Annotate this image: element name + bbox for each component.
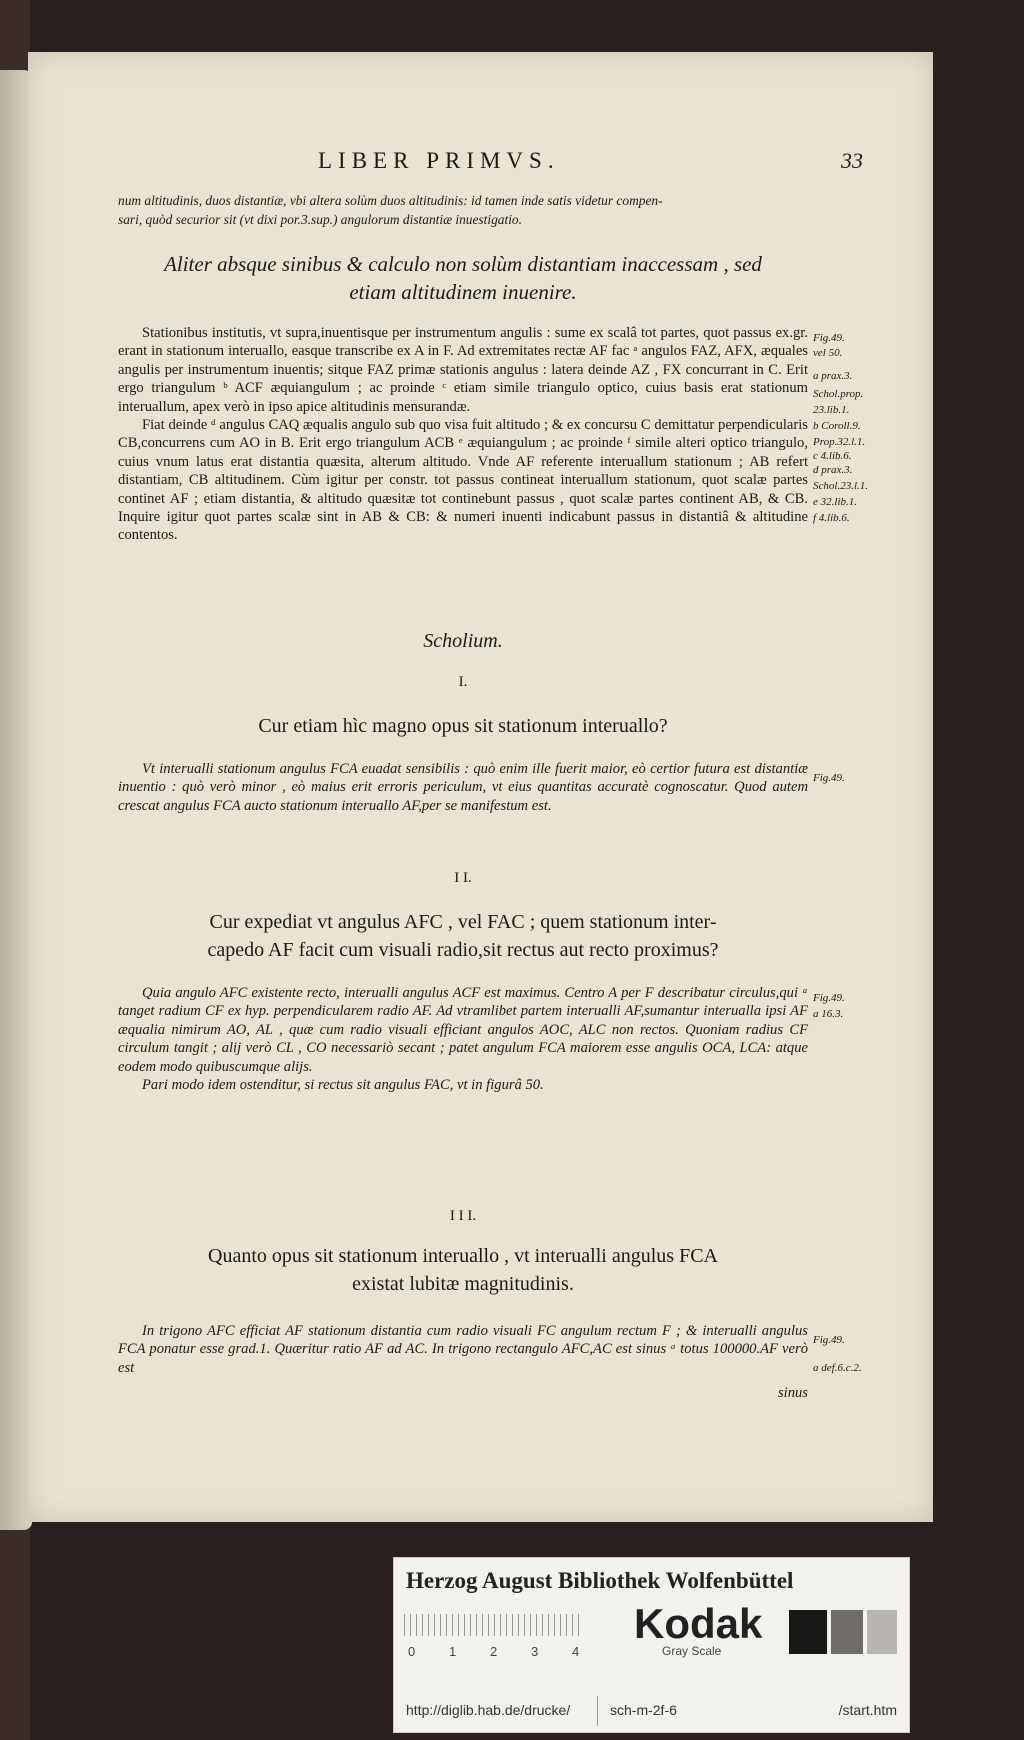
intro-line: num altitudinis, duos distantiæ, vbi altera solùm duos altitudinis: id tamen inde satis videtur compen-: [118, 193, 663, 208]
margin-note: Fig.49.: [813, 992, 845, 1004]
margin-note: c 4.lib.6.: [813, 450, 852, 462]
question-heading-line: existat lubitæ magnitudinis.: [352, 1273, 574, 1295]
ruler-number: 4: [572, 1644, 580, 1659]
ruler-number: 0: [408, 1644, 416, 1659]
ruler-number: 2: [490, 1644, 498, 1659]
margin-note: a def.6.c.2.: [813, 1362, 862, 1374]
body-paragraphs: [118, 324, 808, 545]
margin-note: Fig.49.: [813, 332, 845, 344]
section-heading-line: etiam altitudinem inuenire.: [349, 280, 577, 304]
section-heading-line: Aliter absque sinibus & calculo non solùm distantiam inaccessam , sed: [164, 252, 762, 276]
question-numeral: I I I.: [449, 1208, 477, 1224]
margin-note: a 16.3.: [813, 1008, 844, 1020]
margin-note: e 32.lib.1.: [813, 496, 857, 508]
library-name: Herzog August Bibliothek Wolfenbüttel: [406, 1568, 794, 1593]
question-numeral: I I.: [454, 870, 472, 886]
question-heading-line: capedo AF facit cum visuali radio,sit rectus aut recto proximus?: [207, 939, 719, 961]
paragraph: Vt interualli stationum angulus FCA euadat sensibilis : quò enim ille fuerit maior, eò certior futura est distantiæ inuentio : quò verò minor , eò maius erit erroris periculum, vt eius quantitas accuratè cognoscatur. Quod autem crescat angulus FCA aucto stationum interuallo AF,per se manifestum est.: [118, 761, 808, 814]
margin-note: Schol.prop.: [813, 388, 864, 400]
question-heading: [118, 908, 808, 964]
answer-text: [118, 984, 808, 1094]
question-heading: [118, 1242, 808, 1298]
gray-swatch-light: [867, 1610, 897, 1654]
catchword: sinus: [777, 1385, 808, 1401]
library-url: http://diglib.hab.de/drucke/: [406, 1702, 571, 1718]
running-title: LIBER PRIMVS.: [318, 148, 560, 173]
paragraph: Stationibus institutis, vt supra,inuentisque per instrumentum angulis : sume ex scalâ tot partes, quot passus ex.gr. erant in stationum interuallo, easque transcribe ex A in F. Ad extremitates rectæ AF fac ᵃ angulos FAZ, AFX, æquales angulis per instrumentum inuentis; sitque FAZ primæ stationis angulus : latera deinde AZ , FX concurrant in C. Erit ergo triangulum ᵇ ACF æquiangulum ; ac proinde ᶜ etiam simile triangulo optico, cuius basis erat stationum interuallum, apex verò in ipso apice altitudinis mensurandæ.: [118, 325, 808, 415]
intro-line: sari, quòd securior sit (vt dixi por.3.sup.) angulorum distantiæ inuestigatio.: [118, 211, 522, 227]
question-heading: Cur etiam hìc magno opus sit stationum interuallo?: [258, 715, 668, 737]
intro-text: [118, 192, 808, 229]
margin-note: a prax.3.: [813, 370, 853, 382]
paragraph: Fiat deinde ᵈ angulus CAQ æqualis angulo sub quo visa fuit altitudo ; & ex concursu C demittatur perpendicularis CB,concurrens cum AO in B. Erit ergo triangulum ACB ᵉ æquiangulum ; ac proinde ᶠ simile alteri optico triangulo, cuius vnum latus erat distantia quæsita, alterum altitudo. Vnde AF referente interuallum stationum ; AB refert distantiam, CB altitudinem. Cùm igitur per constr. tot passus contineat interuallum stationum, quot scalæ partes continet AF ; etiam distantia, & altitudo quæsitæ tot continebunt passus , quot scalæ partes continent AB, & CB. Inquire igitur quot partes scalæ sint in AB & CB: & numeri inuenti indicabunt passus in distantiâ & altitudine contentos.: [118, 417, 808, 544]
ruler-number: 3: [531, 1644, 539, 1659]
margin-note: f 4.lib.6.: [813, 512, 850, 524]
shelf-signature: sch-m-2f-6: [610, 1702, 677, 1718]
margin-note: Schol.23.l.1.: [813, 480, 868, 492]
scholium-title: Scholium.: [423, 630, 503, 652]
section-heading: [118, 250, 808, 306]
start-link: /start.htm: [838, 1702, 897, 1718]
gray-swatch-black: [789, 1610, 827, 1654]
margin-note: Fig.49.: [813, 1334, 845, 1346]
paragraph: In trigono AFC efficiat AF stationum distantia cum radio visuali FC angulum rectum F ; & interualli angulus FCA ponatur esse grad.1. Quæritur ratio AF ad AC. In trigono rectangulo AFC,AC est sinus ᵃ totus 100000.AF verò est: [118, 1323, 808, 1376]
scan-reference-card: [393, 1557, 910, 1733]
answer-text: [118, 1322, 808, 1377]
margin-note: 23.lib.1.: [813, 404, 850, 416]
answer-text: [118, 760, 808, 815]
question-heading-line: Cur expediat vt angulus AFC , vel FAC ; quem stationum inter-: [209, 911, 717, 933]
running-head: [28, 148, 933, 178]
ruler-scale: [404, 1614, 584, 1636]
book-page: [28, 52, 933, 1522]
margin-note: Prop.32.l.1.: [813, 436, 866, 448]
card-divider: [597, 1696, 598, 1726]
margin-note: vel 50.: [813, 347, 843, 359]
question-heading-line: Quanto opus sit stationum interuallo , vt interualli angulus FCA: [208, 1245, 718, 1267]
gray-swatch-dark: [831, 1610, 863, 1654]
margin-note: b Coroll.9.: [813, 420, 861, 432]
ruler-number: 1: [449, 1644, 457, 1659]
gray-scale-label: Gray Scale: [662, 1644, 722, 1658]
margin-note: d prax.3.: [813, 464, 853, 476]
question-numeral: I.: [458, 674, 468, 690]
kodak-logo: Kodak: [634, 1600, 763, 1647]
page-number: 33: [841, 148, 863, 173]
paragraph: Quia angulo AFC existente recto, interualli angulus ACF est maximus. Centro A per F describatur circulus,qui ᵃ tanget radium CF ex hyp. perpendicularem radio AF. Ad vtramlibet partem interualli AF,sumantur interualla ipsi AF æqualia nimirum AO, AL , quæ cum radio visuali efficiant angulos AOC, ALC non rectos. Quoniam radius CF circulum tangit ; alij verò CL , CO necessariò secant ; patet angulum FCA maiorem esse angulis OCA, LCA: atque eodem modo quibuscumque alijs.: [118, 985, 808, 1075]
margin-note: Fig.49.: [813, 772, 845, 784]
paragraph: Pari modo idem ostenditur, si rectus sit angulus FAC, vt in figurâ 50.: [142, 1077, 544, 1094]
